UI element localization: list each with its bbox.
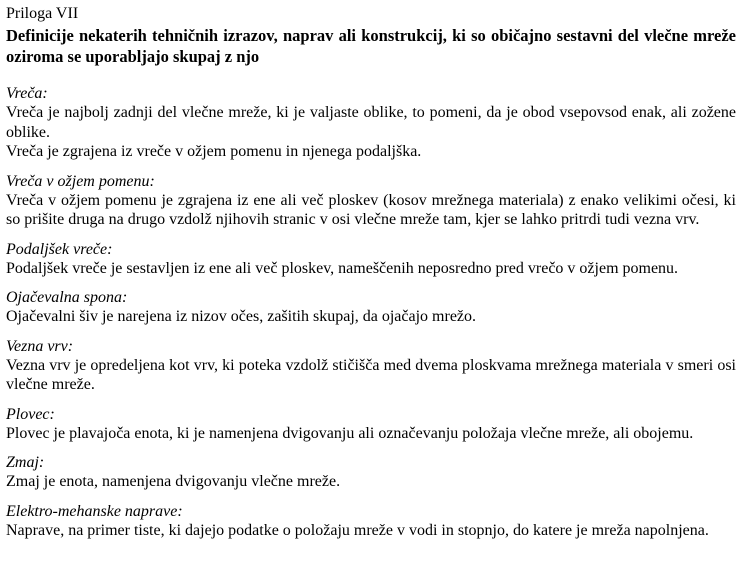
- definition-entry-podaljsek-vrece: [6, 240, 736, 279]
- definition-entry-plovec: [6, 405, 736, 444]
- definition-entry-vezna-vrv: [6, 337, 736, 395]
- annex-label: Priloga VII: [6, 5, 79, 22]
- definition-term: Plovec:: [6, 405, 55, 423]
- definition-text: Ojačevalni šiv je narejena iz nizov očes, zašitih skupaj, da ojačajo mrežo.: [6, 308, 477, 325]
- definition-term: Vreča:: [6, 85, 48, 102]
- definition-text: Vreča je najbolj zadnji del vlečne mreže, ki je valjaste oblike, to pomeni, da je obod vsepovsod enak, ali zožene oblike.: [6, 104, 736, 141]
- definition-entry-zmaj: [6, 453, 736, 492]
- definition-text: Podaljšek vreče je sestavljen iz ene ali več ploskev, nameščenih neposredno pred vrečo v ožjem pomenu.: [6, 259, 679, 277]
- definition-text: Naprave, na primer tiste, ki dajejo podatke o položaju mreže v vodi in stopnjo, do katere je mreža napolnjena.: [6, 521, 709, 539]
- definition-text: Zmaj je enota, namenjena dvigovanju vlečne mreže.: [6, 473, 341, 490]
- definition-term: Vezna vrv:: [6, 337, 74, 355]
- definition-term: Vreča v ožjem pomenu:: [6, 172, 155, 190]
- definition-term: Ojačevalna spona:: [6, 289, 128, 306]
- definition-text: Vreča je zgrajena iz vreče v ožjem pomenu in njenega podaljška.: [6, 143, 422, 160]
- definition-entry-elektro-mehanske-naprave: [6, 502, 736, 541]
- definition-term: Podaljšek vreče:: [6, 240, 113, 258]
- definition-text: Plovec je plavajoča enota, ki je namenjena dvigovanju ali označevanju položaja vlečne mreže, ali obojemu.: [6, 424, 694, 442]
- definition-text: Vreča v ožjem pomenu je zgrajena iz ene ali več ploskev (kosov mrežnega materiala) z enako velikimi očesi, ki so prišite druga na drugo vzdolž njihovih stranic v osi vlečne mreže tam, kjer se lahko pritrdi tudi vezna vrv.: [6, 191, 736, 228]
- definition-entry-ojacevalna-spona: [6, 288, 736, 327]
- document-title: Definicije nekaterih tehničnih izrazov, naprav ali konstrukcij, ki so običajno sestavni del vlečne mreže oziroma se uporabljajo skupaj z njo: [6, 26, 736, 66]
- definition-entry-vreca-v-ozjem-pomenu: [6, 172, 736, 230]
- definition-term: Zmaj:: [6, 454, 45, 471]
- definition-entry-vreca: [6, 84, 736, 162]
- definition-text: Vezna vrv je opredeljena kot vrv, ki poteka vzdolž stičišča med dvema ploskvama mrežnega materiala v smeri osi vlečne mreže.: [6, 356, 736, 393]
- definition-term: Elektro-mehanske naprave:: [6, 502, 183, 520]
